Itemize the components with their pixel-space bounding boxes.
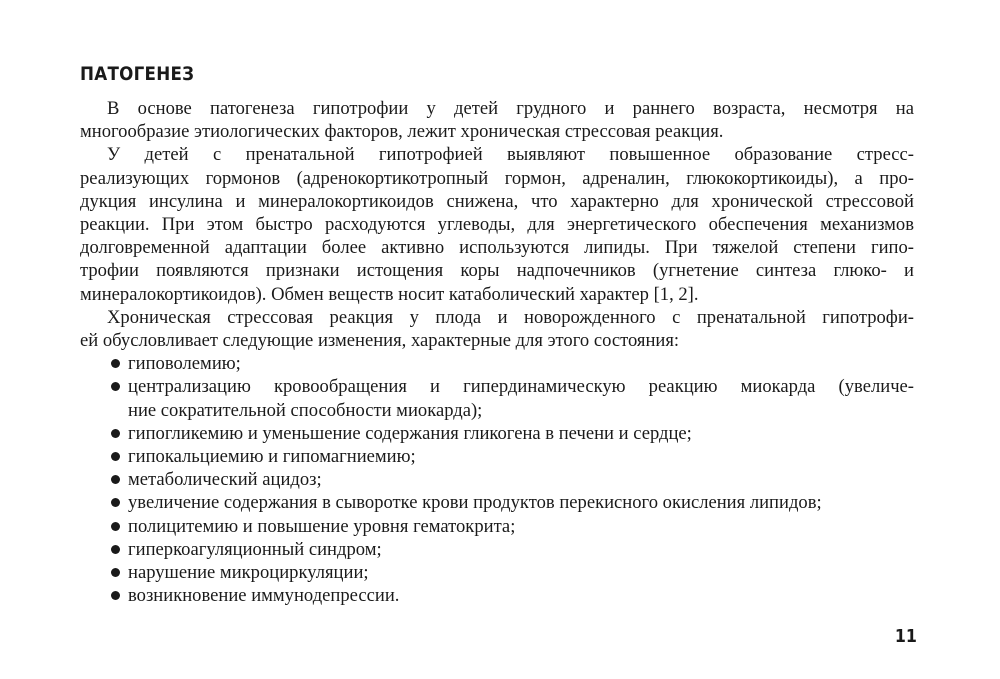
bullet-icon — [111, 475, 120, 484]
list-item — [80, 352, 914, 375]
list-item-text: гиповолемию; — [128, 353, 241, 375]
list-item-text: ние сократительной способности миокарда); — [128, 399, 483, 421]
list-item — [80, 584, 914, 607]
bullet-icon — [111, 498, 120, 507]
paragraph-line: В основе патогенеза гипотрофии у детей грудного и раннего возраста, несмотря на — [107, 98, 914, 119]
paragraph-line: Хроническая стрессовая реакция у плода и новорожденного с пренатальной гипотрофи- — [107, 306, 914, 328]
bullet-icon — [111, 591, 120, 600]
list-item-text: возникновение иммунодепрессии. — [128, 585, 400, 607]
list-item-text: централизацию кровообращения и гипердинамическую реакцию миокарда (увеличе- — [128, 376, 914, 398]
list-item-text: полицитемию и повышение уровня гематокрита; — [128, 515, 516, 537]
paragraph-line: долговременной адаптации более активно используются липиды. При тяжелой степени гипо- — [80, 237, 914, 259]
bullet-icon — [111, 382, 120, 391]
paragraph-line: реализующих гормонов (адренокортикотропный гормон, адреналин, глюкокортикоиды), а про- — [80, 167, 914, 189]
bullet-icon — [111, 568, 120, 577]
list-item — [80, 561, 914, 584]
paragraph-line: трофии появляются признаки истощения коры надпочечников (угнетение синтеза глюко- и — [80, 260, 914, 282]
list-item — [80, 375, 914, 421]
list-item — [80, 468, 914, 491]
list-item-text: метаболический ацидоз; — [128, 469, 322, 491]
paragraph-line: минералокортикоидов). Обмен веществ носит катаболический характер [1, 2]. — [80, 283, 699, 305]
bullet-icon — [111, 359, 120, 368]
paragraph-line: У детей с пренатальной гипотрофией выявляют повышенное образование стресс- — [107, 144, 914, 166]
list-item — [80, 538, 914, 561]
list-item-text: гиперкоагуляционный синдром; — [128, 538, 382, 560]
paragraph-line: дукция инсулина и минералокортикоидов снижена, что характерно для хронической стрессовой — [80, 190, 914, 212]
list-item-text: увеличение содержания в сыворотке крови продуктов перекисного окисления липидов; — [128, 492, 822, 514]
paragraph-3 — [80, 306, 914, 352]
list-item — [80, 491, 914, 514]
list-item — [80, 422, 914, 445]
paragraph-line: ей обусловливает следующие изменения, характерные для этого состояния: — [80, 330, 680, 352]
paragraph-line: многообразие этиологических факторов, лежит хроническая стрессовая реакция. — [80, 121, 724, 143]
page-content — [80, 60, 914, 607]
list-item-text: гипогликемию и уменьшение содержания гликогена в печени и сердце; — [128, 422, 692, 444]
bullet-icon — [111, 452, 120, 461]
list-item-text: нарушение микроциркуляции; — [128, 562, 369, 584]
bullet-list — [80, 352, 914, 607]
paragraph-line: реакции. При этом быстро расходуются углеводы, для энергетического обеспечения механизмов — [80, 214, 914, 236]
page-number: 11 — [894, 626, 917, 647]
list-item-text: гипокальциемию и гипомагниемию; — [128, 446, 416, 468]
paragraph-1 — [80, 97, 914, 143]
list-item — [80, 445, 914, 468]
section-heading: ПАТОГЕНЕЗ — [80, 63, 195, 85]
paragraph-2 — [80, 143, 914, 305]
bullet-icon — [111, 522, 120, 531]
bullet-icon — [111, 429, 120, 438]
bullet-icon — [111, 545, 120, 554]
list-item — [80, 515, 914, 538]
